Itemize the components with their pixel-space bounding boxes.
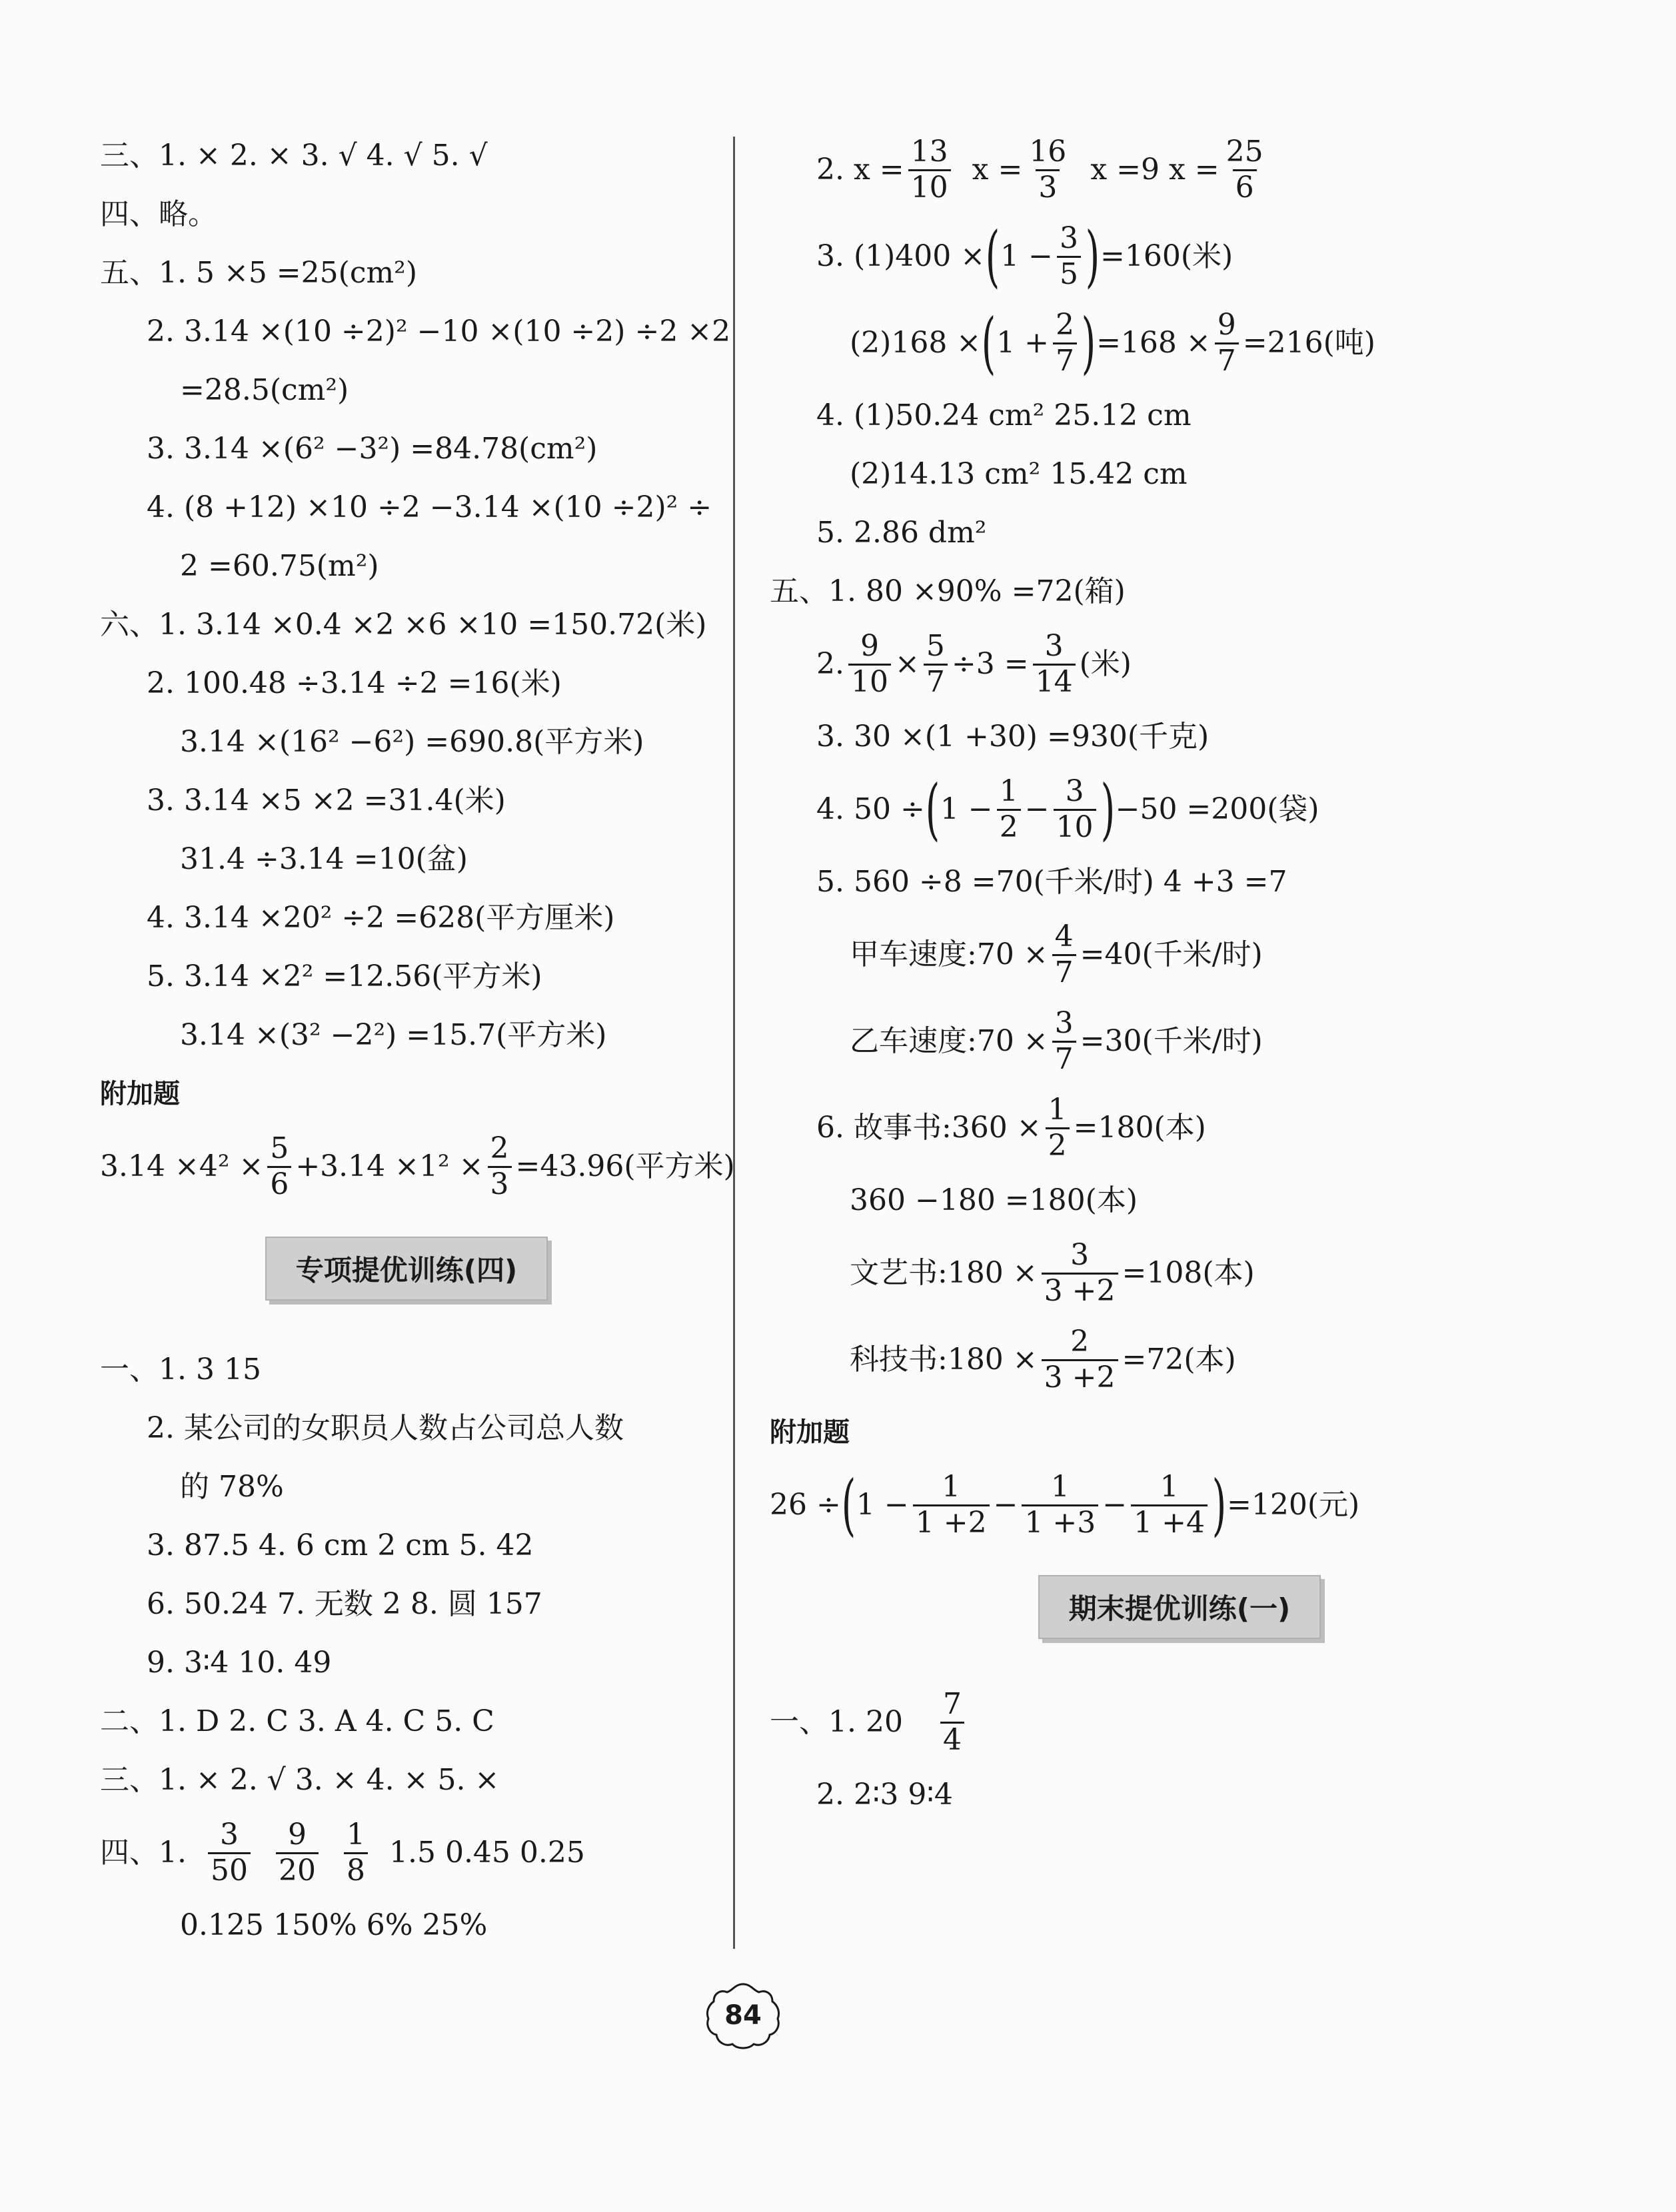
answer-text: 6. 故事书:360 × bbox=[816, 1111, 1042, 1145]
answer-text: 三、1. × 2. √ 3. × 4. × 5. × bbox=[100, 1763, 500, 1797]
fraction: $\frac{3}{7}$ bbox=[1052, 1008, 1076, 1074]
answer-line bbox=[770, 1085, 1589, 1171]
section-title-wrap bbox=[770, 1575, 1589, 1639]
answer-line bbox=[770, 386, 1589, 445]
answer-text: =216(吨) bbox=[1242, 326, 1375, 360]
fraction: $\frac{1}{1 +4}$ bbox=[1131, 1472, 1208, 1538]
answer-text: 3.14 ×4² × bbox=[100, 1149, 264, 1183]
answer-text: =108(本) bbox=[1122, 1256, 1255, 1290]
fraction: $\frac{9}{20}$ bbox=[276, 1820, 319, 1886]
answer-line bbox=[770, 504, 1589, 562]
answer-line bbox=[770, 1230, 1589, 1317]
answer-line bbox=[100, 127, 713, 185]
left-paren: ( bbox=[985, 217, 1000, 295]
answer-text: 3. 3.14 ×5 ×2 =31.4(米) bbox=[147, 784, 506, 818]
fraction: $\frac{25}{6}$ bbox=[1226, 135, 1263, 205]
answer-line bbox=[770, 1679, 1589, 1766]
answer-line bbox=[770, 1171, 1589, 1230]
right-column bbox=[770, 127, 1589, 1824]
answer-text: 五、1. 5 ×5 =25(cm²) bbox=[100, 256, 417, 290]
answer-line bbox=[100, 1006, 713, 1065]
answer-text: 1.5 0.45 0.25 bbox=[389, 1836, 585, 1870]
answer-text: =28.5(cm²) bbox=[180, 373, 349, 407]
answer-line bbox=[770, 766, 1589, 853]
answer-text: 5. 560 ÷8 =70(千米/时) 4 +3 =7 bbox=[816, 865, 1287, 899]
answer-text: 3. 3.14 ×(6² −3²) =84.78(cm²) bbox=[147, 432, 598, 466]
answer-text: 2. x = bbox=[816, 153, 904, 187]
answer-text: =120(元) bbox=[1227, 1488, 1360, 1522]
answer-text: (米) bbox=[1079, 647, 1132, 681]
section-title: 专项提优训练(四) bbox=[265, 1237, 548, 1301]
answer-text: − bbox=[1024, 792, 1050, 826]
answer-text: 2. 某公司的女职员人数占公司总人数 bbox=[147, 1411, 624, 1445]
answer-line bbox=[100, 361, 713, 420]
answer-text: 9. 3∶4 10. 49 bbox=[147, 1646, 332, 1680]
answer-text: (2)14.13 cm² 15.42 cm bbox=[850, 457, 1188, 491]
answer-text: ÷3 = bbox=[951, 647, 1029, 681]
right-paren: ) bbox=[1081, 304, 1096, 382]
answer-text: 五、1. 80 ×90% =72(箱) bbox=[770, 574, 1126, 608]
answer-line bbox=[770, 708, 1589, 766]
answer-text: 2. 2∶3 9∶4 bbox=[816, 1778, 953, 1812]
fraction: $\frac{2}{3}$ bbox=[488, 1133, 512, 1199]
left-paren: ( bbox=[925, 770, 940, 848]
extra-heading bbox=[100, 1065, 713, 1123]
answer-text: 4. (8 +12) ×10 ÷2 −3.14 ×(10 ÷2)² ÷ bbox=[147, 490, 712, 524]
answer-text: 1 − bbox=[940, 792, 993, 826]
answer-text: 2. 100.48 ÷3.14 ÷2 =16(米) bbox=[147, 666, 562, 700]
page-number bbox=[703, 1979, 783, 2052]
answer-text: x =9 x = bbox=[1090, 153, 1220, 187]
fraction: $\frac{9}{7}$ bbox=[1215, 310, 1239, 376]
answer-text: 3. 30 ×(1 +30) =930(千克) bbox=[816, 720, 1210, 754]
answer-line bbox=[100, 1458, 713, 1516]
fraction: $\frac{2}{7}$ bbox=[1053, 310, 1077, 376]
answer-text: 四、略。 bbox=[100, 197, 217, 231]
fraction: $\frac{5}{6}$ bbox=[267, 1133, 291, 1199]
answer-text: x = bbox=[972, 153, 1023, 187]
section-title-wrap bbox=[100, 1237, 713, 1301]
answer-text: 4. (1)50.24 cm² 25.12 cm bbox=[816, 398, 1192, 432]
answer-line bbox=[770, 1462, 1589, 1548]
answer-text: 三、1. × 2. × 3. √ 4. √ 5. √ bbox=[100, 139, 488, 173]
extra-label: 附加题 bbox=[770, 1417, 850, 1448]
answer-text: 2 =60.75(m²) bbox=[180, 549, 379, 583]
answer-text: 文艺书:180 × bbox=[850, 1256, 1038, 1290]
answer-text: 二、1. D 2. C 3. A 4. C 5. C bbox=[100, 1704, 494, 1738]
answer-line bbox=[770, 911, 1589, 998]
answer-line bbox=[100, 1810, 713, 1896]
answer-line bbox=[100, 947, 713, 1006]
answer-text: =72(本) bbox=[1122, 1343, 1236, 1377]
fraction: $\frac{1}{2}$ bbox=[997, 776, 1021, 842]
left-paren: ( bbox=[981, 304, 996, 382]
answer-line bbox=[100, 1575, 713, 1634]
fraction: $\frac{4}{7}$ bbox=[1052, 921, 1076, 987]
answer-text: 26 ÷ bbox=[770, 1488, 841, 1522]
answer-line bbox=[100, 537, 713, 596]
answer-line bbox=[100, 654, 713, 713]
answer-text: 甲车速度:70 × bbox=[850, 937, 1048, 971]
answer-line bbox=[100, 244, 713, 302]
answer-text: 6. 50.24 7. 无数 2 8. 圆 157 bbox=[147, 1587, 542, 1621]
right-paren: ) bbox=[1085, 217, 1100, 295]
answer-line bbox=[100, 772, 713, 830]
answer-text: 2. bbox=[816, 647, 844, 681]
answer-text: 科技书:180 × bbox=[850, 1343, 1038, 1377]
fraction: $\frac{16}{3}$ bbox=[1029, 135, 1067, 205]
answer-text: −50 =200(袋) bbox=[1115, 792, 1319, 826]
left-paren: ( bbox=[841, 1466, 856, 1544]
section-title: 期末提优训练(一) bbox=[1038, 1575, 1321, 1639]
answer-line bbox=[100, 1692, 713, 1751]
answer-line bbox=[100, 420, 713, 478]
answer-line bbox=[100, 889, 713, 947]
answer-text: 4. 50 ÷ bbox=[816, 792, 925, 826]
fraction: $\frac{3}{5}$ bbox=[1057, 223, 1081, 289]
answer-text: =30(千米/时) bbox=[1080, 1024, 1263, 1058]
fraction: $\frac{1}{1 +3}$ bbox=[1022, 1472, 1098, 1538]
fraction: $\frac{1}{2}$ bbox=[1046, 1095, 1070, 1161]
answer-text: 0.125 150% 6% 25% bbox=[180, 1908, 488, 1942]
answer-text: 5. 2.86 dm² bbox=[816, 516, 987, 550]
answer-text: 3. (1)400 × bbox=[816, 239, 986, 273]
answer-text: − bbox=[993, 1488, 1018, 1522]
answer-text: 5. 3.14 ×2² =12.56(平方米) bbox=[147, 959, 542, 993]
answer-text: 1 + bbox=[996, 326, 1050, 360]
answer-text: =168 × bbox=[1096, 326, 1211, 360]
answer-line bbox=[770, 621, 1589, 708]
fraction: $\frac{3}{10}$ bbox=[1054, 776, 1096, 842]
answer-text: 的 78% bbox=[180, 1470, 284, 1504]
answer-text: 1 − bbox=[856, 1488, 909, 1522]
fraction: $\frac{3}{50}$ bbox=[208, 1820, 251, 1886]
answer-line bbox=[100, 1516, 713, 1575]
answer-line bbox=[770, 300, 1589, 386]
column-divider bbox=[733, 137, 735, 1949]
answer-text: 4. 3.14 ×20² ÷2 =628(平方厘米) bbox=[147, 901, 615, 935]
answer-line bbox=[100, 1896, 713, 1955]
extra-label: 附加题 bbox=[100, 1079, 180, 1109]
answer-text: +3.14 ×1² × bbox=[295, 1149, 484, 1183]
answer-text: 360 −180 =180(本) bbox=[850, 1183, 1138, 1217]
fraction: $\frac{3}{3 +2}$ bbox=[1042, 1240, 1118, 1306]
answer-line bbox=[100, 1123, 735, 1210]
fraction: $\frac{7}{4}$ bbox=[940, 1689, 964, 1755]
right-paren: ) bbox=[1212, 1466, 1227, 1544]
page-number-text: 84 bbox=[724, 2000, 762, 2031]
answer-line bbox=[100, 1751, 713, 1810]
answer-line bbox=[100, 302, 731, 361]
answer-text: 2. 3.14 ×(10 ÷2)² −10 ×(10 ÷2) ÷2 ×2 bbox=[147, 314, 731, 348]
answer-line bbox=[100, 1341, 713, 1399]
answer-line bbox=[100, 713, 713, 772]
answer-line bbox=[100, 478, 713, 537]
answer-line bbox=[770, 213, 1589, 300]
answer-text: 1 − bbox=[1000, 239, 1054, 273]
answer-text: 四、1. bbox=[100, 1836, 187, 1870]
answer-text: =160(米) bbox=[1100, 239, 1234, 273]
answer-text: 3.14 ×(3² −2²) =15.7(平方米) bbox=[180, 1018, 607, 1052]
answer-text: 3.14 ×(16² −6²) =690.8(平方米) bbox=[180, 725, 644, 759]
answer-text: 乙车速度:70 × bbox=[850, 1024, 1048, 1058]
answer-text: − bbox=[1102, 1488, 1128, 1522]
right-paren: ) bbox=[1100, 770, 1115, 848]
fraction: $\frac{1}{8}$ bbox=[344, 1820, 368, 1886]
answer-line bbox=[100, 185, 713, 244]
answer-line bbox=[100, 596, 713, 654]
fraction: $\frac{1}{1 +2}$ bbox=[913, 1472, 990, 1538]
fraction: $\frac{2}{3 +2}$ bbox=[1042, 1327, 1118, 1392]
answer-text: 31.4 ÷3.14 =10(盆) bbox=[180, 842, 468, 876]
answer-line bbox=[770, 998, 1589, 1085]
answer-line bbox=[770, 1766, 1589, 1824]
answer-text: 六、1. 3.14 ×0.4 ×2 ×6 ×10 =150.72(米) bbox=[100, 608, 707, 642]
fraction: $\frac{5}{7}$ bbox=[924, 631, 948, 697]
answer-text: =40(千米/时) bbox=[1080, 937, 1263, 971]
left-column bbox=[100, 127, 735, 1955]
answer-text: (2)168 × bbox=[850, 326, 982, 360]
answer-text: =43.96(平方米) bbox=[515, 1149, 735, 1183]
answer-text: 一、1. 20 bbox=[770, 1705, 903, 1739]
answer-line bbox=[100, 1399, 713, 1458]
fraction: $\frac{3}{14}$ bbox=[1033, 631, 1076, 697]
answer-line bbox=[770, 562, 1589, 621]
answer-line bbox=[100, 1634, 713, 1692]
answer-line bbox=[770, 127, 1589, 213]
fraction: $\frac{9}{10}$ bbox=[848, 631, 891, 697]
answer-line bbox=[100, 830, 713, 889]
fraction: $\frac{13}{10}$ bbox=[908, 137, 951, 203]
extra-heading bbox=[770, 1403, 1589, 1462]
answer-line bbox=[770, 853, 1589, 911]
answer-line bbox=[770, 1317, 1589, 1403]
answer-line bbox=[770, 445, 1589, 504]
answer-text: 3. 87.5 4. 6 cm 2 cm 5. 42 bbox=[147, 1528, 534, 1562]
answer-text: × bbox=[894, 647, 920, 681]
answer-text: 一、1. 3 15 bbox=[100, 1353, 261, 1386]
answer-text: =180(本) bbox=[1073, 1111, 1206, 1145]
